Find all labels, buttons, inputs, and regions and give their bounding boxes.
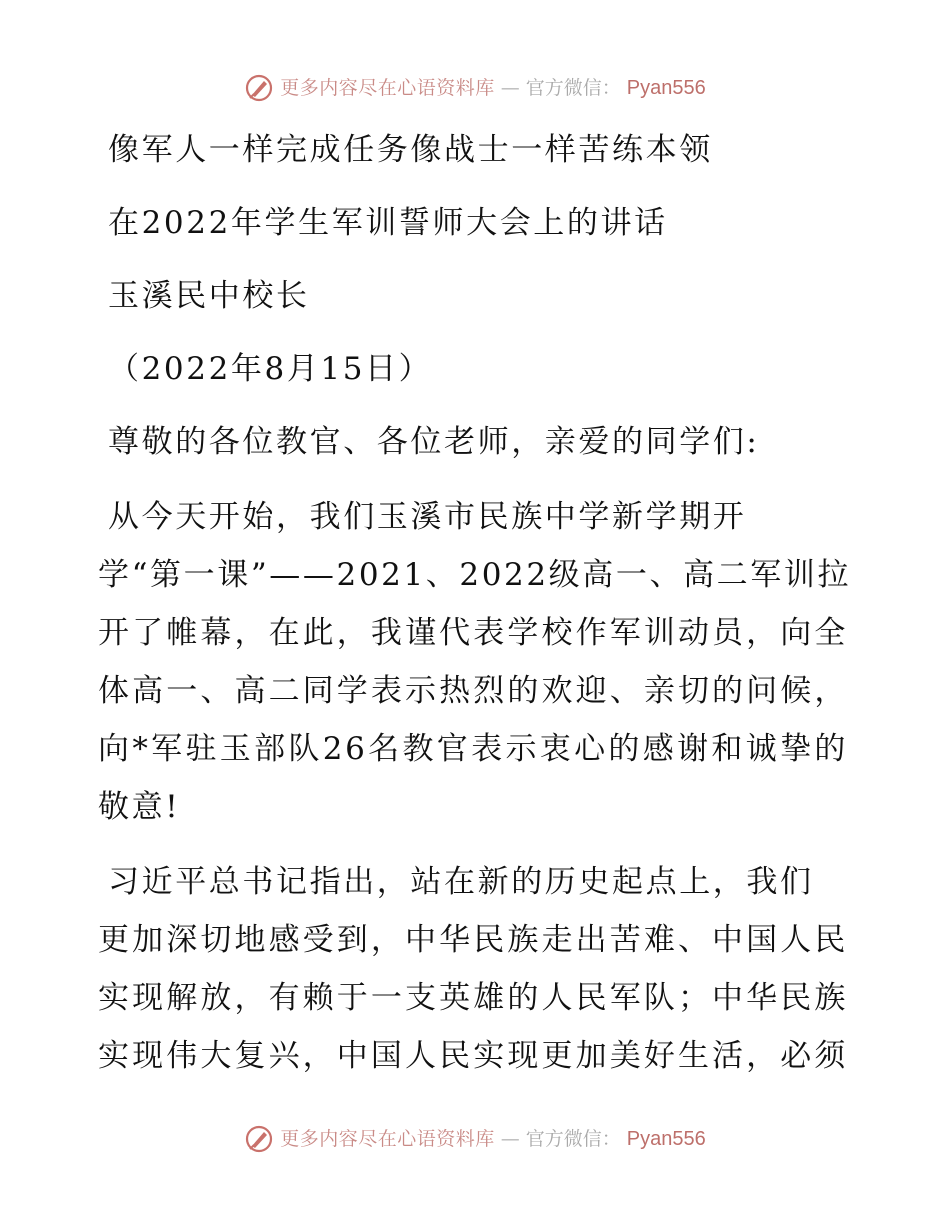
paragraph-1-line: 体高一、高二同学表示热烈的欢迎、亲切的问候， [98, 673, 848, 709]
watermark-label: 官方微信： [525, 1128, 621, 1150]
quill-logo-icon [244, 1124, 274, 1154]
document-subtitle: 在2022年学生军训誓师大会上的讲话 [108, 205, 668, 241]
watermark-text: 更多内容尽在心语资料库 [280, 77, 495, 99]
paragraph-1-line: 从今天开始，我们玉溪市民族中学新学期开 [108, 499, 747, 535]
watermark-label: 官方微信： [525, 77, 621, 99]
document-date: （2022年8月15日） [108, 351, 433, 387]
paragraph-1-line: 敬意! [98, 789, 181, 825]
paragraph-2-line: 实现伟大复兴，中国人民实现更加美好生活，必须 [98, 1038, 848, 1074]
watermark-separator: — [500, 77, 520, 99]
document-greeting: 尊敬的各位教官、各位老师，亲爱的同学们: [108, 424, 760, 460]
document-speaker: 玉溪民中校长 [108, 278, 310, 314]
paragraph-2-line: 更加深切地感受到，中华民族走出苦难、中国人民 [98, 922, 848, 958]
paragraph-2-line: 实现解放，有赖于一支英雄的人民军队；中华民族 [98, 980, 848, 1016]
watermark-account: Pyan556 [626, 77, 706, 99]
paragraph-1-line: 开了帷幕，在此，我谨代表学校作军训动员，向全 [98, 615, 848, 651]
watermark-text: 更多内容尽在心语资料库 [280, 1128, 495, 1150]
paragraph-1-line: 向*军驻玉部队26名教官表示衷心的感谢和诚挚的 [98, 731, 848, 767]
paragraph-2-line: 习近平总书记指出，站在新的历史起点上，我们 [108, 864, 814, 900]
watermark-separator: — [500, 1128, 520, 1150]
paragraph-1-line: 学“第一课”——2021、2022级高一、高二军训拉 [98, 557, 852, 593]
footer-watermark [0, 1123, 950, 1155]
document-title: 像军人一样完成任务像战士一样苦练本领 [108, 132, 713, 168]
watermark-account: Pyan556 [626, 1128, 706, 1150]
